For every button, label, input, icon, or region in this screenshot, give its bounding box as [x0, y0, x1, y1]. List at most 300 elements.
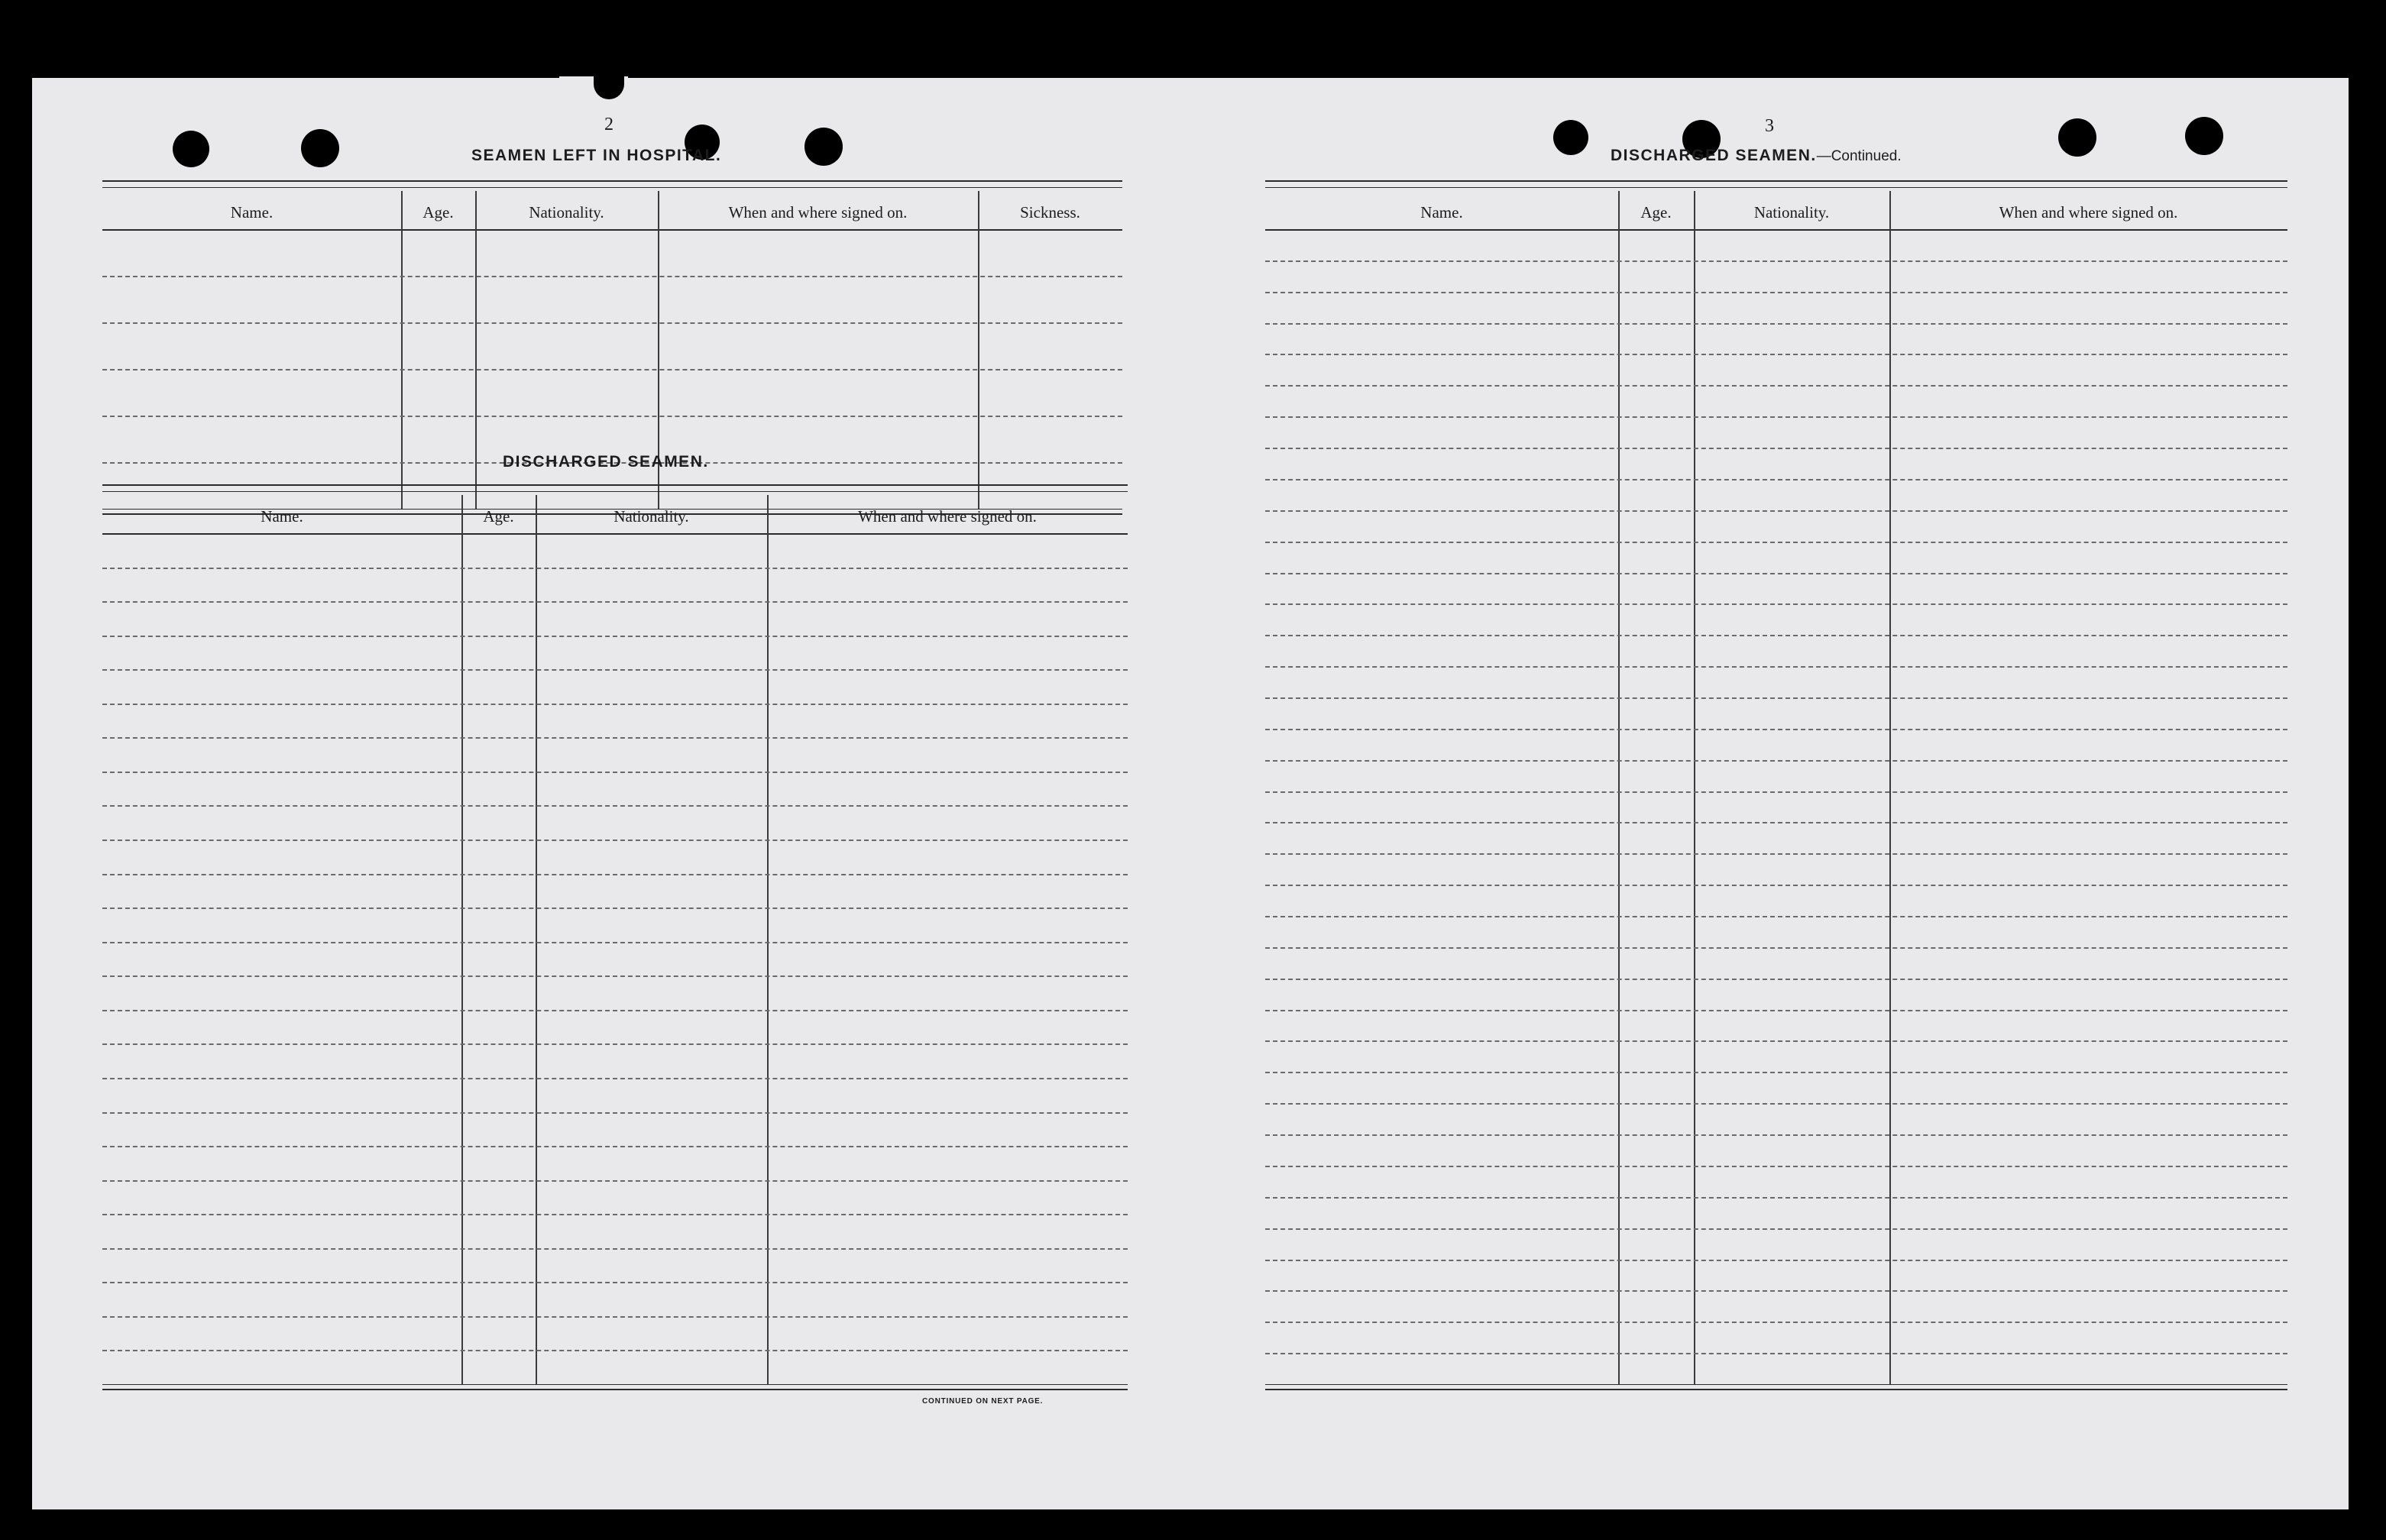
continued-title-suffix: —Continued. — [1816, 148, 1902, 164]
table-cell — [1270, 419, 1614, 446]
table-cell — [772, 911, 1123, 940]
row-rule — [102, 369, 1122, 370]
table-cell — [1623, 700, 1689, 727]
table-cell — [1623, 1075, 1689, 1102]
table-cell — [1270, 513, 1614, 540]
row-rule — [102, 1316, 1128, 1318]
table-cell — [772, 604, 1123, 634]
table-cell — [1698, 513, 1885, 540]
table-cell — [1894, 607, 2283, 633]
punch-hole-8 — [2185, 117, 2223, 155]
row-rule — [102, 737, 1128, 739]
table-cell — [107, 740, 457, 770]
table-cell — [1698, 545, 1885, 571]
table-cell — [466, 1013, 531, 1043]
row-rule — [102, 1146, 1128, 1147]
row-rule — [1265, 260, 2287, 262]
table-cell — [772, 1217, 1123, 1247]
table-cell — [540, 1319, 762, 1349]
table-cell — [540, 1217, 762, 1247]
table-cell — [1698, 1356, 1885, 1383]
table-cell — [466, 945, 531, 975]
table-cell — [540, 979, 762, 1008]
table-cell — [1698, 326, 1885, 353]
column-divider — [461, 495, 463, 1384]
table-cell — [1623, 607, 1689, 633]
table-cell — [1623, 295, 1689, 322]
continued-note: CONTINUED ON NEXT PAGE. — [922, 1397, 1044, 1406]
table-cell — [466, 1319, 531, 1349]
table-cell — [1623, 669, 1689, 696]
table-cell — [466, 1353, 531, 1383]
table-cell — [466, 672, 531, 702]
table-cell — [772, 1319, 1123, 1349]
table-cell — [1698, 700, 1885, 727]
column-header: When and where signed on. — [1999, 203, 2178, 222]
row-rule — [1265, 603, 2287, 605]
table-cell — [1698, 638, 1885, 665]
table-cell — [1270, 794, 1614, 821]
table-cell — [480, 279, 653, 321]
table-cell — [1623, 1293, 1689, 1320]
row-rule — [102, 1010, 1128, 1011]
table-cell — [1894, 638, 2283, 665]
table-cell — [1623, 1231, 1689, 1258]
table-cell — [1894, 545, 2283, 571]
row-rule — [1265, 1260, 2287, 1261]
table-cell — [1270, 1013, 1614, 1040]
table-cell — [1623, 763, 1689, 790]
row-rule — [1265, 729, 2287, 730]
table-cell — [540, 775, 762, 804]
table-cell — [1270, 1043, 1614, 1070]
table-cell — [1270, 264, 1614, 290]
row-rule — [1265, 853, 2287, 855]
table-cell — [1698, 232, 1885, 259]
table-cell — [107, 1217, 457, 1247]
row-rule — [102, 704, 1128, 705]
row-rule — [1265, 573, 2287, 574]
table-cell — [1270, 545, 1614, 571]
table-cell — [1698, 576, 1885, 603]
table-cell — [540, 1115, 762, 1145]
table-cell — [983, 419, 1118, 461]
table-cell — [466, 740, 531, 770]
table-cell — [540, 639, 762, 668]
row-rule — [102, 975, 1128, 977]
table-cell — [1270, 856, 1614, 883]
table-cell — [466, 877, 531, 907]
table-cell — [1623, 825, 1689, 852]
table-cell — [1698, 1325, 1885, 1351]
table-cell — [1270, 1356, 1614, 1383]
column-divider — [475, 191, 477, 509]
page-number-left: 2 — [604, 115, 613, 134]
table-cell — [466, 536, 531, 566]
row-rule — [102, 568, 1128, 569]
table-cell — [1894, 388, 2283, 415]
table-cell — [107, 911, 457, 940]
table-cell — [540, 672, 762, 702]
table-cell — [1894, 1169, 2283, 1195]
row-rule — [102, 1180, 1128, 1182]
table-cell — [772, 1047, 1123, 1076]
table-cell — [107, 1183, 457, 1213]
table-cell — [983, 325, 1118, 367]
table-cell — [1698, 1169, 1885, 1195]
table-cell — [1623, 638, 1689, 665]
hospital-section-title: SEAMEN LEFT IN HOSPITAL. — [471, 147, 722, 164]
table-cell — [540, 1353, 762, 1383]
table-cell — [1894, 700, 2283, 727]
row-rule — [102, 1248, 1128, 1250]
column-header: When and where signed on. — [858, 507, 1037, 526]
table-cell — [772, 1183, 1123, 1213]
column-divider — [978, 191, 979, 509]
table-cell — [1698, 1200, 1885, 1227]
table-cell — [480, 325, 653, 367]
table-cell — [1270, 763, 1614, 790]
table-cell — [1894, 1293, 2283, 1320]
table-cell — [1623, 1356, 1689, 1383]
row-rule — [1265, 791, 2287, 793]
column-header: Name. — [1420, 203, 1463, 222]
table-cell — [107, 419, 397, 461]
table-cell — [1270, 576, 1614, 603]
table-cell — [1270, 919, 1614, 946]
table-top-rule — [1265, 180, 2287, 188]
punch-hole-5 — [1553, 120, 1588, 155]
table-cell — [1698, 1075, 1885, 1102]
table-cell — [772, 672, 1123, 702]
table-cell — [1894, 326, 2283, 353]
table-cell — [772, 843, 1123, 872]
table-cell — [466, 843, 531, 872]
row-rule — [1265, 1197, 2287, 1199]
table-cell — [1623, 856, 1689, 883]
punch-hole-7 — [2058, 118, 2096, 157]
table-cell — [107, 775, 457, 804]
table-cell — [1270, 482, 1614, 509]
table-cell — [107, 325, 397, 367]
table-cell — [466, 1285, 531, 1315]
row-rule — [1265, 1166, 2287, 1167]
table-cell — [466, 571, 531, 600]
table-cell — [662, 232, 973, 274]
table-cell — [1623, 1106, 1689, 1133]
table-cell — [466, 1251, 531, 1281]
table-cell — [1623, 1325, 1689, 1351]
table-cell — [466, 1081, 531, 1111]
row-rule — [1265, 885, 2287, 886]
table-cell — [1623, 326, 1689, 353]
table-cell — [107, 1251, 457, 1281]
table-cell — [480, 232, 653, 274]
table-cell — [1623, 1137, 1689, 1164]
row-rule — [1265, 697, 2287, 699]
column-header: When and where signed on. — [728, 203, 908, 222]
table-cell — [1894, 982, 2283, 1008]
table-bottom-rule — [102, 1384, 1128, 1390]
table-cell — [1894, 1325, 2283, 1351]
table-cell — [466, 1217, 531, 1247]
table-cell — [107, 877, 457, 907]
table-cell — [772, 808, 1123, 838]
table-cell — [1698, 482, 1885, 509]
table-cell — [406, 279, 471, 321]
table-cell — [1623, 357, 1689, 383]
row-rule — [1265, 1103, 2287, 1105]
table-cell — [1623, 1013, 1689, 1040]
form-sheet — [32, 78, 2349, 1509]
table-cell — [983, 372, 1118, 414]
discharged-table — [102, 484, 1128, 1392]
table-cell — [466, 979, 531, 1008]
table-cell — [1623, 950, 1689, 977]
row-rule — [1265, 542, 2287, 543]
row-rule — [1265, 323, 2287, 325]
table-cell — [772, 1353, 1123, 1383]
row-rule — [1265, 448, 2287, 449]
table-cell — [540, 1013, 762, 1043]
table-cell — [1270, 700, 1614, 727]
row-rule — [1265, 979, 2287, 980]
row-rule — [1265, 635, 2287, 636]
table-cell — [772, 571, 1123, 600]
table-cell — [1270, 950, 1614, 977]
table-cell — [540, 604, 762, 634]
table-cell — [1894, 1013, 2283, 1040]
table-cell — [772, 639, 1123, 668]
row-rule — [1265, 822, 2287, 823]
table-cell — [1623, 513, 1689, 540]
table-cell — [1270, 295, 1614, 322]
table-cell — [662, 372, 973, 414]
table-cell — [662, 279, 973, 321]
row-rule — [102, 416, 1122, 417]
table-cell — [1270, 982, 1614, 1008]
table-cell — [1894, 1106, 2283, 1133]
table-cell — [772, 1081, 1123, 1111]
row-rule — [1265, 947, 2287, 949]
table-cell — [107, 1047, 457, 1076]
table-cell — [1894, 950, 2283, 977]
table-cell — [1623, 264, 1689, 290]
table-cell — [1698, 1106, 1885, 1133]
column-header: Nationality. — [613, 507, 689, 526]
table-cell — [1894, 1356, 2283, 1383]
column-header: Age. — [1640, 203, 1672, 222]
table-cell — [466, 911, 531, 940]
table-cell — [1270, 388, 1614, 415]
table-cell — [1698, 357, 1885, 383]
table-cell — [107, 1353, 457, 1383]
table-cell — [107, 808, 457, 838]
table-cell — [1894, 1075, 2283, 1102]
table-cell — [107, 1149, 457, 1179]
punch-hole-2 — [301, 129, 339, 167]
table-cell — [772, 1149, 1123, 1179]
table-cell — [540, 808, 762, 838]
table-cell — [1270, 1263, 1614, 1289]
table-cell — [1623, 388, 1689, 415]
table-cell — [772, 536, 1123, 566]
table-cell — [1623, 732, 1689, 759]
table-cell — [1698, 1137, 1885, 1164]
table-cell — [983, 279, 1118, 321]
row-rule — [102, 601, 1128, 603]
table-cell — [1894, 357, 2283, 383]
table-cell — [1698, 1043, 1885, 1070]
table-cell — [1270, 638, 1614, 665]
table-cell — [1698, 1231, 1885, 1258]
table-cell — [1623, 419, 1689, 446]
table-cell — [107, 279, 397, 321]
continued-title-main: DISCHARGED SEAMEN. — [1611, 147, 1817, 164]
table-cell — [662, 325, 973, 367]
table-cell — [1894, 669, 2283, 696]
punch-hole-1 — [173, 131, 209, 167]
row-rule — [102, 907, 1128, 909]
table-cell — [1623, 919, 1689, 946]
table-cell — [772, 1251, 1123, 1281]
table-cell — [772, 877, 1123, 907]
table-cell — [107, 1115, 457, 1145]
row-rule — [1265, 1010, 2287, 1011]
row-rule — [102, 1043, 1128, 1045]
table-cell — [772, 775, 1123, 804]
row-rule — [1265, 1040, 2287, 1042]
row-rule — [102, 669, 1128, 671]
table-cell — [1698, 763, 1885, 790]
row-rule — [1265, 510, 2287, 512]
table-cell — [540, 707, 762, 736]
row-rule — [102, 322, 1122, 324]
table-cell — [540, 1149, 762, 1179]
table-bottom-rule — [1265, 1384, 2287, 1390]
row-rule — [1265, 760, 2287, 762]
table-cell — [466, 639, 531, 668]
table-cell — [466, 808, 531, 838]
table-cell — [1894, 451, 2283, 477]
table-cell — [406, 372, 471, 414]
row-rule — [1265, 1134, 2287, 1136]
table-cell — [1270, 232, 1614, 259]
column-divider — [401, 191, 403, 509]
table-cell — [1894, 732, 2283, 759]
table-cell — [1270, 1200, 1614, 1227]
table-cell — [1623, 888, 1689, 914]
table-cell — [1698, 388, 1885, 415]
discharged-continued-table — [1265, 180, 2287, 1392]
table-cell — [1894, 919, 2283, 946]
table-cell — [1894, 825, 2283, 852]
table-cell — [540, 911, 762, 940]
row-rule — [1265, 292, 2287, 293]
table-cell — [1698, 794, 1885, 821]
table-header-rule — [102, 533, 1128, 535]
continued-section-title — [1611, 147, 1902, 165]
table-cell — [1623, 451, 1689, 477]
table-cell — [107, 1319, 457, 1349]
table-cell — [1623, 482, 1689, 509]
table-cell — [466, 707, 531, 736]
column-header: Age. — [483, 507, 514, 526]
table-cell — [772, 740, 1123, 770]
table-header-rule — [102, 229, 1122, 231]
column-header: Sickness. — [1020, 203, 1080, 222]
table-cell — [107, 1013, 457, 1043]
table-cell — [540, 1285, 762, 1315]
table-cell — [1698, 919, 1885, 946]
table-cell — [1698, 1263, 1885, 1289]
table-cell — [1698, 1293, 1885, 1320]
row-rule — [1265, 1072, 2287, 1073]
column-divider — [1694, 191, 1695, 1384]
table-cell — [1894, 1231, 2283, 1258]
column-header: Nationality. — [529, 203, 604, 222]
column-divider — [1889, 191, 1891, 1384]
column-divider — [1618, 191, 1620, 1384]
table-cell — [1270, 825, 1614, 852]
table-cell — [1623, 545, 1689, 571]
table-cell — [1894, 856, 2283, 883]
table-cell — [466, 1149, 531, 1179]
column-divider — [767, 495, 769, 1384]
row-rule — [1265, 1228, 2287, 1230]
row-rule — [102, 1214, 1128, 1215]
row-rule — [1265, 416, 2287, 418]
table-cell — [1270, 732, 1614, 759]
row-rule — [102, 942, 1128, 943]
table-cell — [1698, 950, 1885, 977]
table-cell — [1270, 1169, 1614, 1195]
table-cell — [1894, 576, 2283, 603]
table-top-rule — [102, 180, 1122, 188]
table-cell — [107, 843, 457, 872]
table-cell — [1894, 264, 2283, 290]
row-rule — [1265, 916, 2287, 917]
column-header: Nationality. — [1753, 203, 1830, 222]
table-cell — [1698, 888, 1885, 914]
table-cell — [1698, 669, 1885, 696]
table-cell — [107, 1285, 457, 1315]
row-rule — [102, 874, 1128, 875]
table-cell — [107, 979, 457, 1008]
table-cell — [466, 775, 531, 804]
table-cell — [1270, 1325, 1614, 1351]
table-cell — [1698, 825, 1885, 852]
table-cell — [772, 1013, 1123, 1043]
table-cell — [1270, 357, 1614, 383]
table-cell — [772, 945, 1123, 975]
table-cell — [466, 1047, 531, 1076]
table-cell — [1623, 1263, 1689, 1289]
table-cell — [540, 877, 762, 907]
table-cell — [406, 419, 471, 461]
table-cell — [540, 843, 762, 872]
column-header: Name. — [261, 507, 303, 526]
table-cell — [1270, 1106, 1614, 1133]
table-cell — [466, 604, 531, 634]
table-cell — [772, 707, 1123, 736]
table-cell — [1894, 482, 2283, 509]
row-rule — [102, 1282, 1128, 1283]
table-cell — [1623, 1043, 1689, 1070]
table-cell — [1894, 1263, 2283, 1289]
table-cell — [662, 419, 973, 461]
page-number-right: 3 — [1765, 116, 1774, 136]
